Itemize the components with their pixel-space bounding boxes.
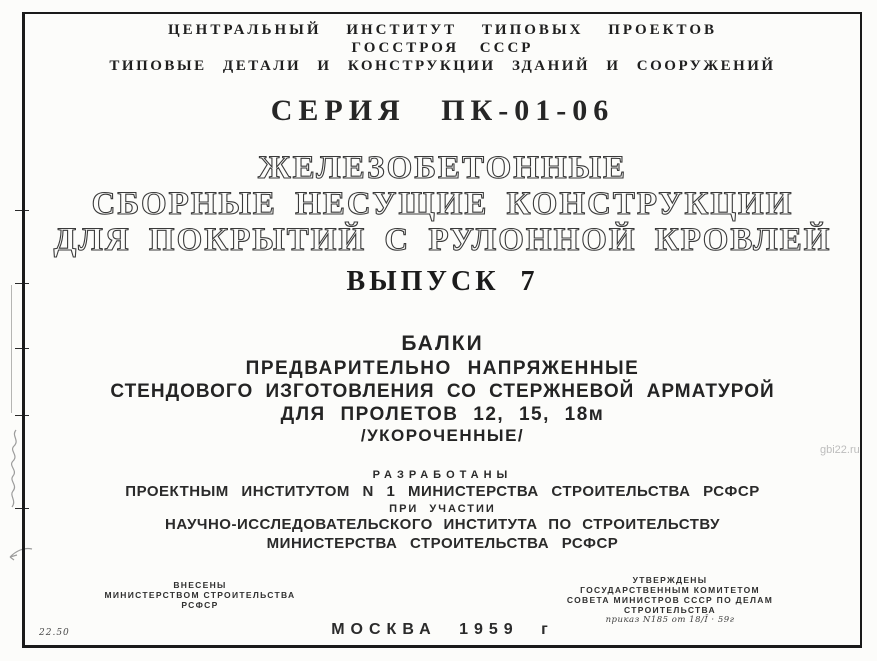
main-title-line2: СБОРНЫЕ НЕСУЩИЕ КОНСТРУКЦИИ — [91, 186, 794, 222]
submitted-line1: ВНЕСЕНЫ — [173, 580, 227, 590]
developed-heading: РАЗРАБОТАНЫ — [372, 469, 513, 481]
subject-beams: БАЛКИ — [401, 332, 484, 355]
gosstroy-line: ГОССТРОЯ СССР — [351, 40, 534, 56]
main-title-line3: ДЛЯ ПОКРЫТИЙ С РУЛОННОЙ КРОВЛЕЙ — [53, 222, 832, 258]
developed-participation: ПРИ УЧАСТИИ — [389, 503, 496, 515]
footer-moscow-year: МОСКВА 1959 г — [331, 621, 554, 638]
submitted-line3: РСФСР — [181, 600, 219, 610]
price-note: 22.50 — [39, 628, 70, 638]
approved-order-note: приказ N185 от 18/Ī · 59г — [605, 615, 735, 625]
subject-spans: ДЛЯ ПРОЛЕТОВ 12, 15, 18м — [280, 404, 605, 425]
subject-manufacturing: СТЕНДОВОГО ИЗГОТОВЛЕНИЯ СО СТЕРЖНЕВОЙ АРМАТУРОЙ — [110, 381, 775, 402]
approved-block — [520, 575, 820, 625]
developed-research-institute: НАУЧНО-ИССЛЕДОВАТЕЛЬСКОГО ИНСТИТУТА ПО СТРОИТЕЛЬСТВУ — [164, 516, 721, 533]
developed-institute: ПРОЕКТНЫМ ИНСТИТУТОМ N 1 МИНИСТЕРСТВА СТРОИТЕЛЬСТВА РСФСР — [125, 483, 760, 500]
border-frame — [22, 12, 862, 648]
developed-ministry: МИНИСТЕРСТВА СТРОИТЕЛЬСТВА РСФСР — [266, 535, 619, 552]
subject-prestressed: ПРЕДВАРИТЕЛЬНО НАПРЯЖЕННЫЕ — [245, 358, 640, 379]
issue-label: ВЫПУСК 7 — [346, 266, 539, 297]
approved-line1: УТВЕРЖДЕНЫ — [632, 575, 708, 585]
approved-line2: ГОСУДАРСТВЕННЫМ КОМИТЕТОМ — [580, 585, 760, 595]
main-title — [25, 150, 860, 258]
approved-line3: СОВЕТА МИНИСТРОВ СССР ПО ДЕЛАМ СТРОИТЕЛЬСТВА — [566, 595, 774, 615]
main-title-line1: ЖЕЛЕЗОБЕТОННЫЕ — [257, 150, 628, 186]
series-label: СЕРИЯ ПК-01-06 — [270, 94, 615, 127]
subject-shortened: /УКОРОЧЕННЫЕ/ — [360, 426, 525, 445]
watermark-text: gbi22.ru — [820, 444, 860, 456]
margin-hairline — [11, 285, 12, 413]
submitted-line2: МИНИСТЕРСТВОМ СТРОИТЕЛЬСТВА — [104, 590, 296, 600]
typical-details-line: ТИПОВЫЕ ДЕТАЛИ И КОНСТРУКЦИИ ЗДАНИЙ И СООРУЖЕНИЙ — [109, 58, 776, 74]
institute-line: ЦЕНТРАЛЬНЫЙ ИНСТИТУТ ТИПОВЫХ ПРОЕКТОВ — [167, 22, 718, 38]
submitted-block — [85, 580, 315, 610]
